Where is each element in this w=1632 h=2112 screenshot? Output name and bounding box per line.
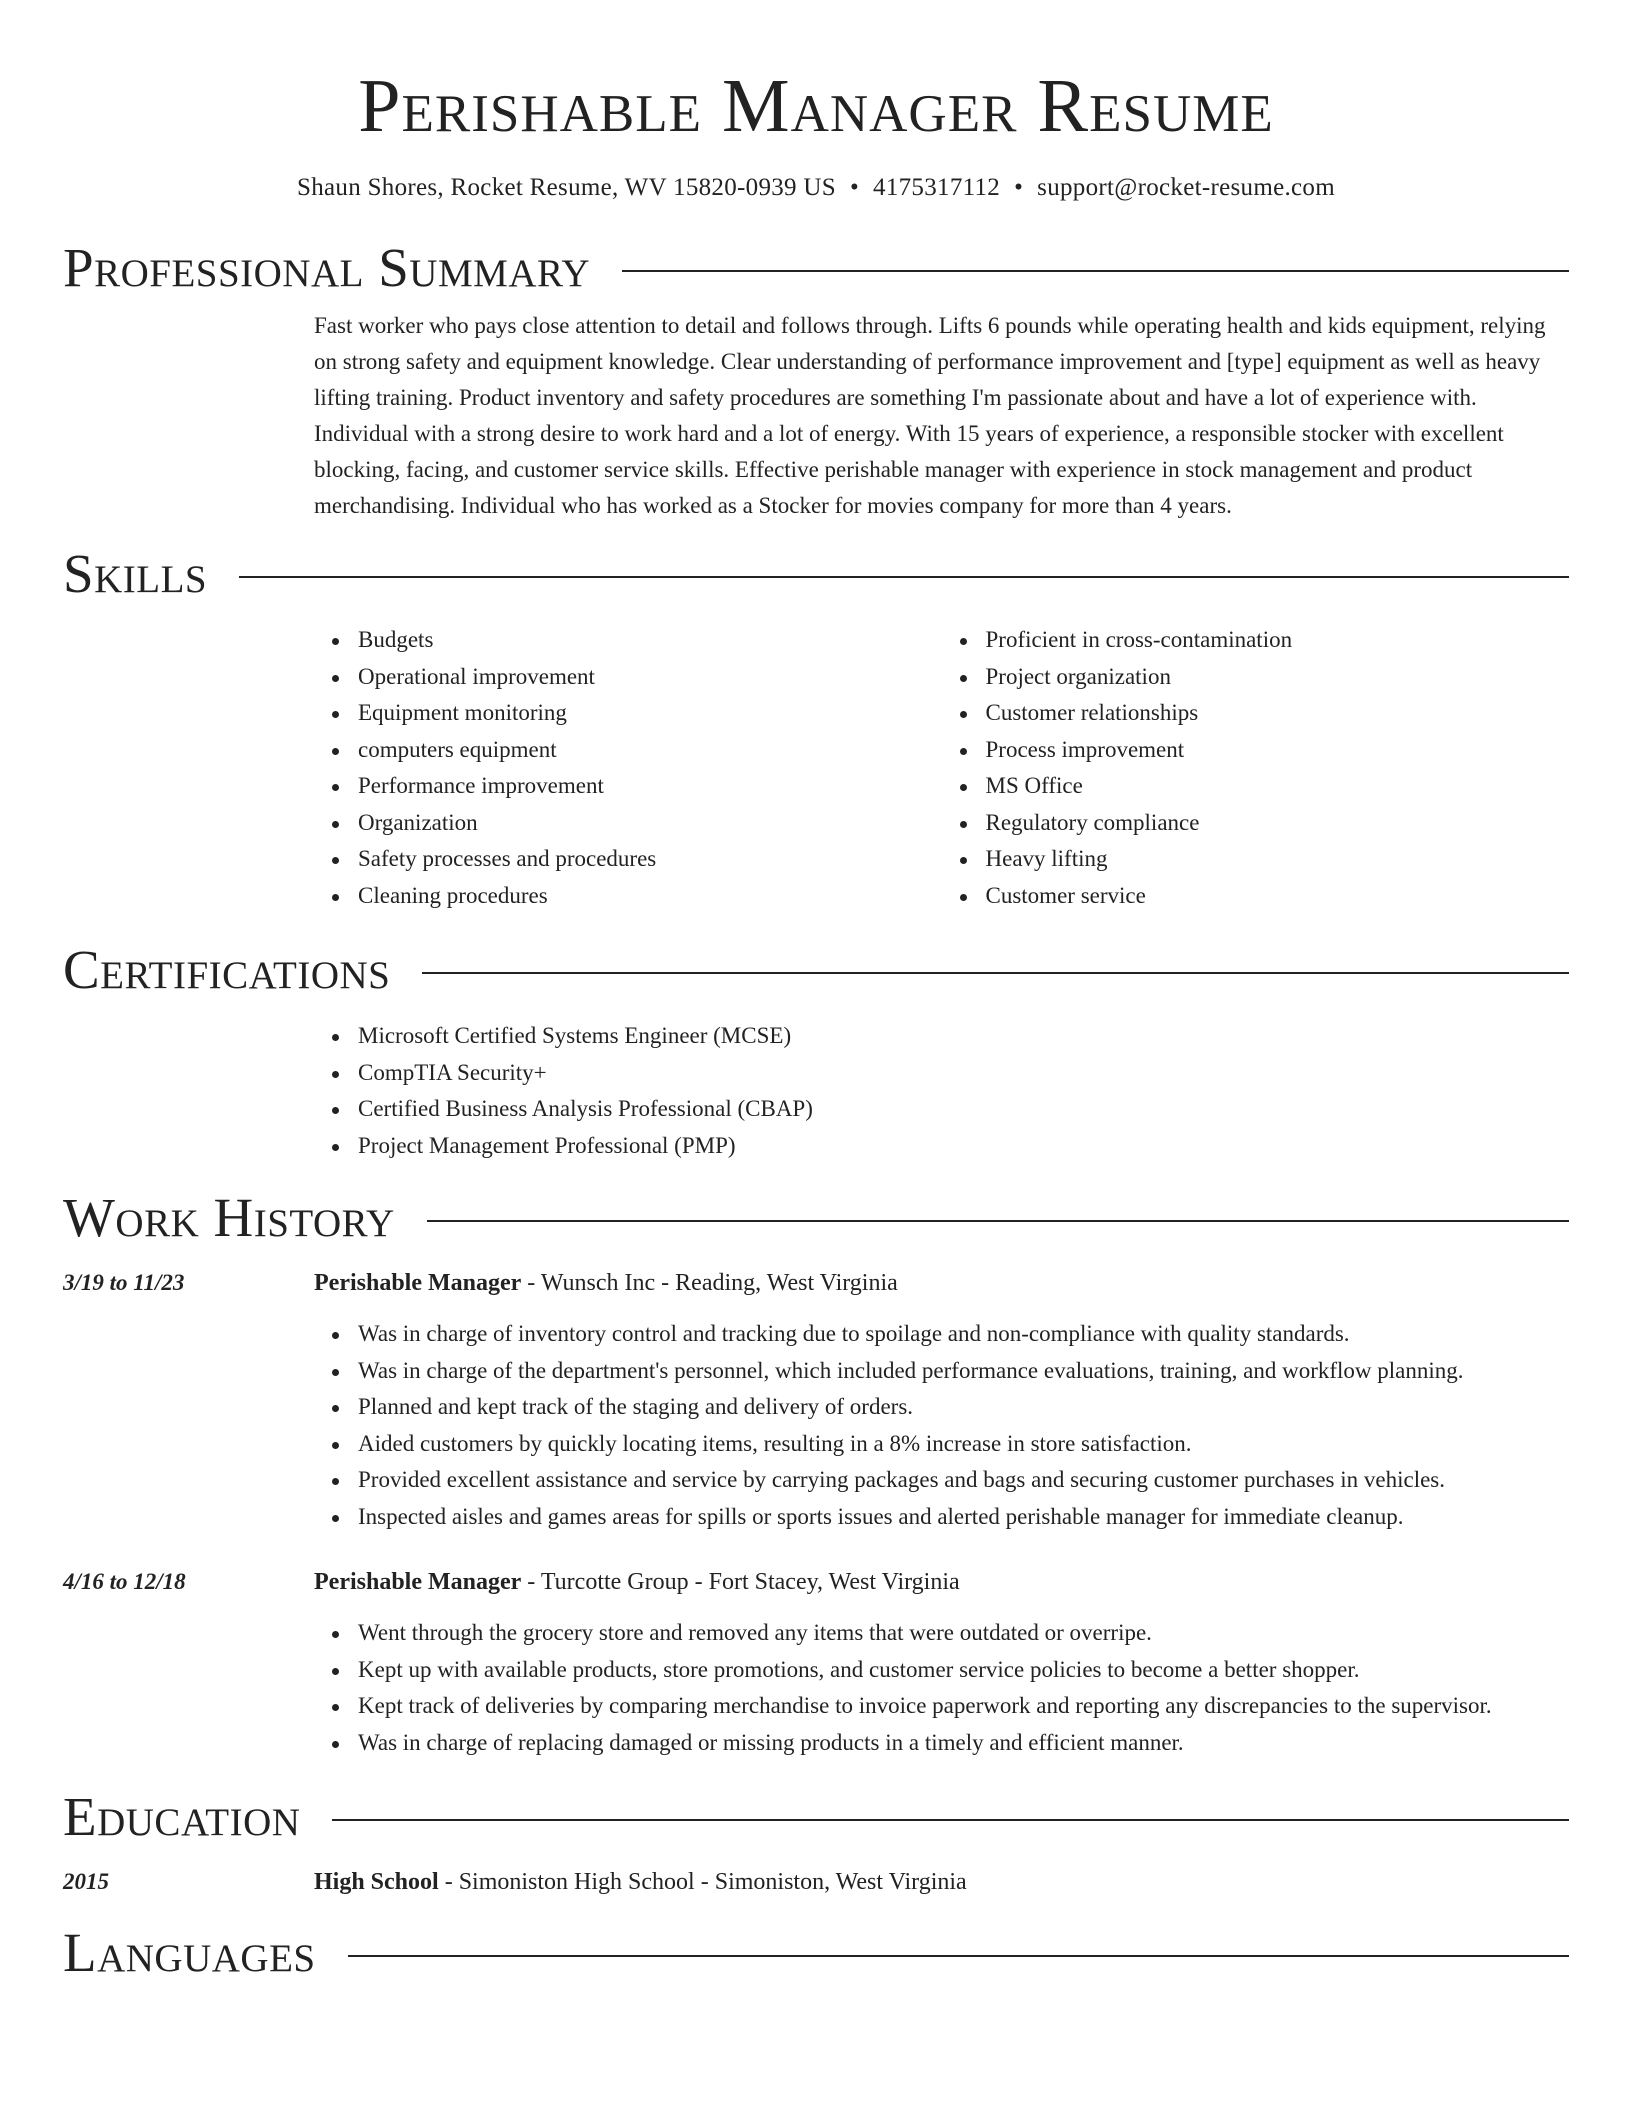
work-history-heading: Work History (63, 1187, 395, 1248)
job-duty-item: Was in charge of the department's personnel, which included performance evaluations, training, and workflow planning. (358, 1353, 1569, 1390)
contact-email: support@rocket-resume.com (1037, 174, 1335, 201)
certification-item: CompTIA Security+ (358, 1055, 1569, 1092)
job-company: - Turcotte Group - Fort Stacey, West Virginia (521, 1569, 960, 1595)
education-degree: High School (314, 1869, 439, 1895)
section-divider (239, 576, 1569, 578)
section-divider (332, 1819, 1569, 1821)
job-duty-item: Kept track of deliveries by comparing merchandise to invoice paperwork and reporting any discrepancies to the supervisor. (358, 1688, 1569, 1725)
languages-section (63, 1921, 1569, 1985)
work-history-section (63, 1186, 1569, 1761)
job-title: Perishable Manager (314, 1270, 522, 1296)
summary-text: Fast worker who pays close attention to detail and follows through. Lifts 6 pounds while operating health and kids equipment, relying on strong safety and equipment knowledge. Clear understanding of performance improvement and [type] equipment as well as heavy lifting training. Product inventory and safety procedures are something I'm passionate about and have a lot of experience with. Individual with a strong desire to work hard and a lot of energy. With 15 years of experience, a responsible stocker with excellent blocking, facing, and customer service skills. Effective perishable manager with experience in stock management and product merchandising. Individual who has worked as a Stocker for movies company for more than 4 years. (314, 313, 1546, 518)
job-duties (314, 1316, 1569, 1535)
skill-item: Safety processes and procedures (358, 841, 942, 878)
contact-separator: • (1014, 174, 1024, 201)
education-section (63, 1785, 1569, 1899)
job-duties (314, 1615, 1569, 1761)
summary-heading: Professional Summary (63, 237, 591, 298)
section-heading (63, 236, 1569, 300)
skill-item: Process improvement (986, 732, 1570, 769)
contact-address: Shaun Shores, Rocket Resume, WV 15820-0939 US (297, 174, 836, 201)
certification-item: Certified Business Analysis Professional (CBAP) (358, 1091, 1569, 1128)
job-dates: 3/19 to 11/23 (63, 1270, 185, 1295)
job-entry (63, 1266, 1569, 1535)
section-heading (63, 1186, 1569, 1250)
education-heading-line (314, 1865, 1569, 1899)
job-duty-item: Kept up with available products, store promotions, and customer service policies to become a better shopper. (358, 1652, 1569, 1689)
section-divider (622, 270, 1569, 272)
section-heading (63, 1921, 1569, 1985)
skill-item: Heavy lifting (986, 841, 1570, 878)
job-duty-item: Was in charge of replacing damaged or missing products in a timely and efficient manner. (358, 1725, 1569, 1762)
skill-item: Customer service (986, 878, 1570, 915)
skills-section (63, 542, 1569, 914)
certification-item: Project Management Professional (PMP) (358, 1128, 1569, 1165)
certifications-heading: Certifications (63, 939, 391, 1000)
contact-line (63, 172, 1569, 204)
job-duty-item: Planned and kept track of the staging and delivery of orders. (358, 1389, 1569, 1426)
skill-item: Equipment monitoring (358, 695, 942, 732)
job-company: - Wunsch Inc - Reading, West Virginia (521, 1270, 898, 1296)
skills-list (314, 622, 1569, 914)
job-dates: 4/16 to 12/18 (63, 1569, 186, 1594)
section-heading (63, 1785, 1569, 1849)
skill-item: Organization (358, 805, 942, 842)
section-heading (63, 938, 1569, 1002)
certification-item: Microsoft Certified Systems Engineer (MCSE) (358, 1018, 1569, 1055)
section-divider (348, 1955, 1569, 1957)
job-duty-item: Provided excellent assistance and service by carrying packages and bags and securing customer purchases in vehicles. (358, 1462, 1569, 1499)
contact-separator: • (849, 174, 860, 201)
section-divider (427, 1220, 1569, 1222)
skill-item: Budgets (358, 622, 942, 659)
education-entry (63, 1865, 1569, 1899)
job-heading (314, 1266, 1569, 1300)
contact-phone: 4175317112 (873, 174, 1001, 201)
skills-column-left (314, 622, 942, 914)
skill-item: Cleaning procedures (358, 878, 942, 915)
skill-item: Operational improvement (358, 659, 942, 696)
job-heading (314, 1565, 1569, 1599)
job-duty-item: Inspected aisles and games areas for spills or sports issues and alerted perishable manager for immediate cleanup. (358, 1499, 1569, 1536)
job-entry (63, 1565, 1569, 1761)
skills-column-right (942, 622, 1570, 914)
education-heading: Education (63, 1786, 301, 1847)
education-year: 2015 (63, 1869, 109, 1894)
skill-item: Customer relationships (986, 695, 1570, 732)
summary-section (63, 236, 1569, 524)
job-title: Perishable Manager (314, 1569, 522, 1595)
job-duty-item: Went through the grocery store and removed any items that were outdated or overripe. (358, 1615, 1569, 1652)
skill-item: computers equipment (358, 732, 942, 769)
skill-item: Performance improvement (358, 768, 942, 805)
section-divider (422, 972, 1569, 974)
job-duty-item: Aided customers by quickly locating items, resulting in a 8% increase in store satisfaction. (358, 1426, 1569, 1463)
skill-item: Proficient in cross-contamination (986, 622, 1570, 659)
skill-item: MS Office (986, 768, 1570, 805)
certifications-list (314, 1018, 1569, 1164)
education-school: - Simoniston High School - Simoniston, West Virginia (438, 1869, 967, 1895)
skill-item: Regulatory compliance (986, 805, 1570, 842)
certifications-section (63, 938, 1569, 1164)
page-title: Perishable Manager Resume (358, 64, 1274, 148)
languages-heading: Languages (63, 1922, 316, 1983)
skill-item: Project organization (986, 659, 1570, 696)
job-duty-item: Was in charge of inventory control and tracking due to spoilage and non-compliance with quality standards. (358, 1316, 1569, 1353)
section-heading (63, 542, 1569, 606)
skills-heading: Skills (63, 543, 208, 604)
